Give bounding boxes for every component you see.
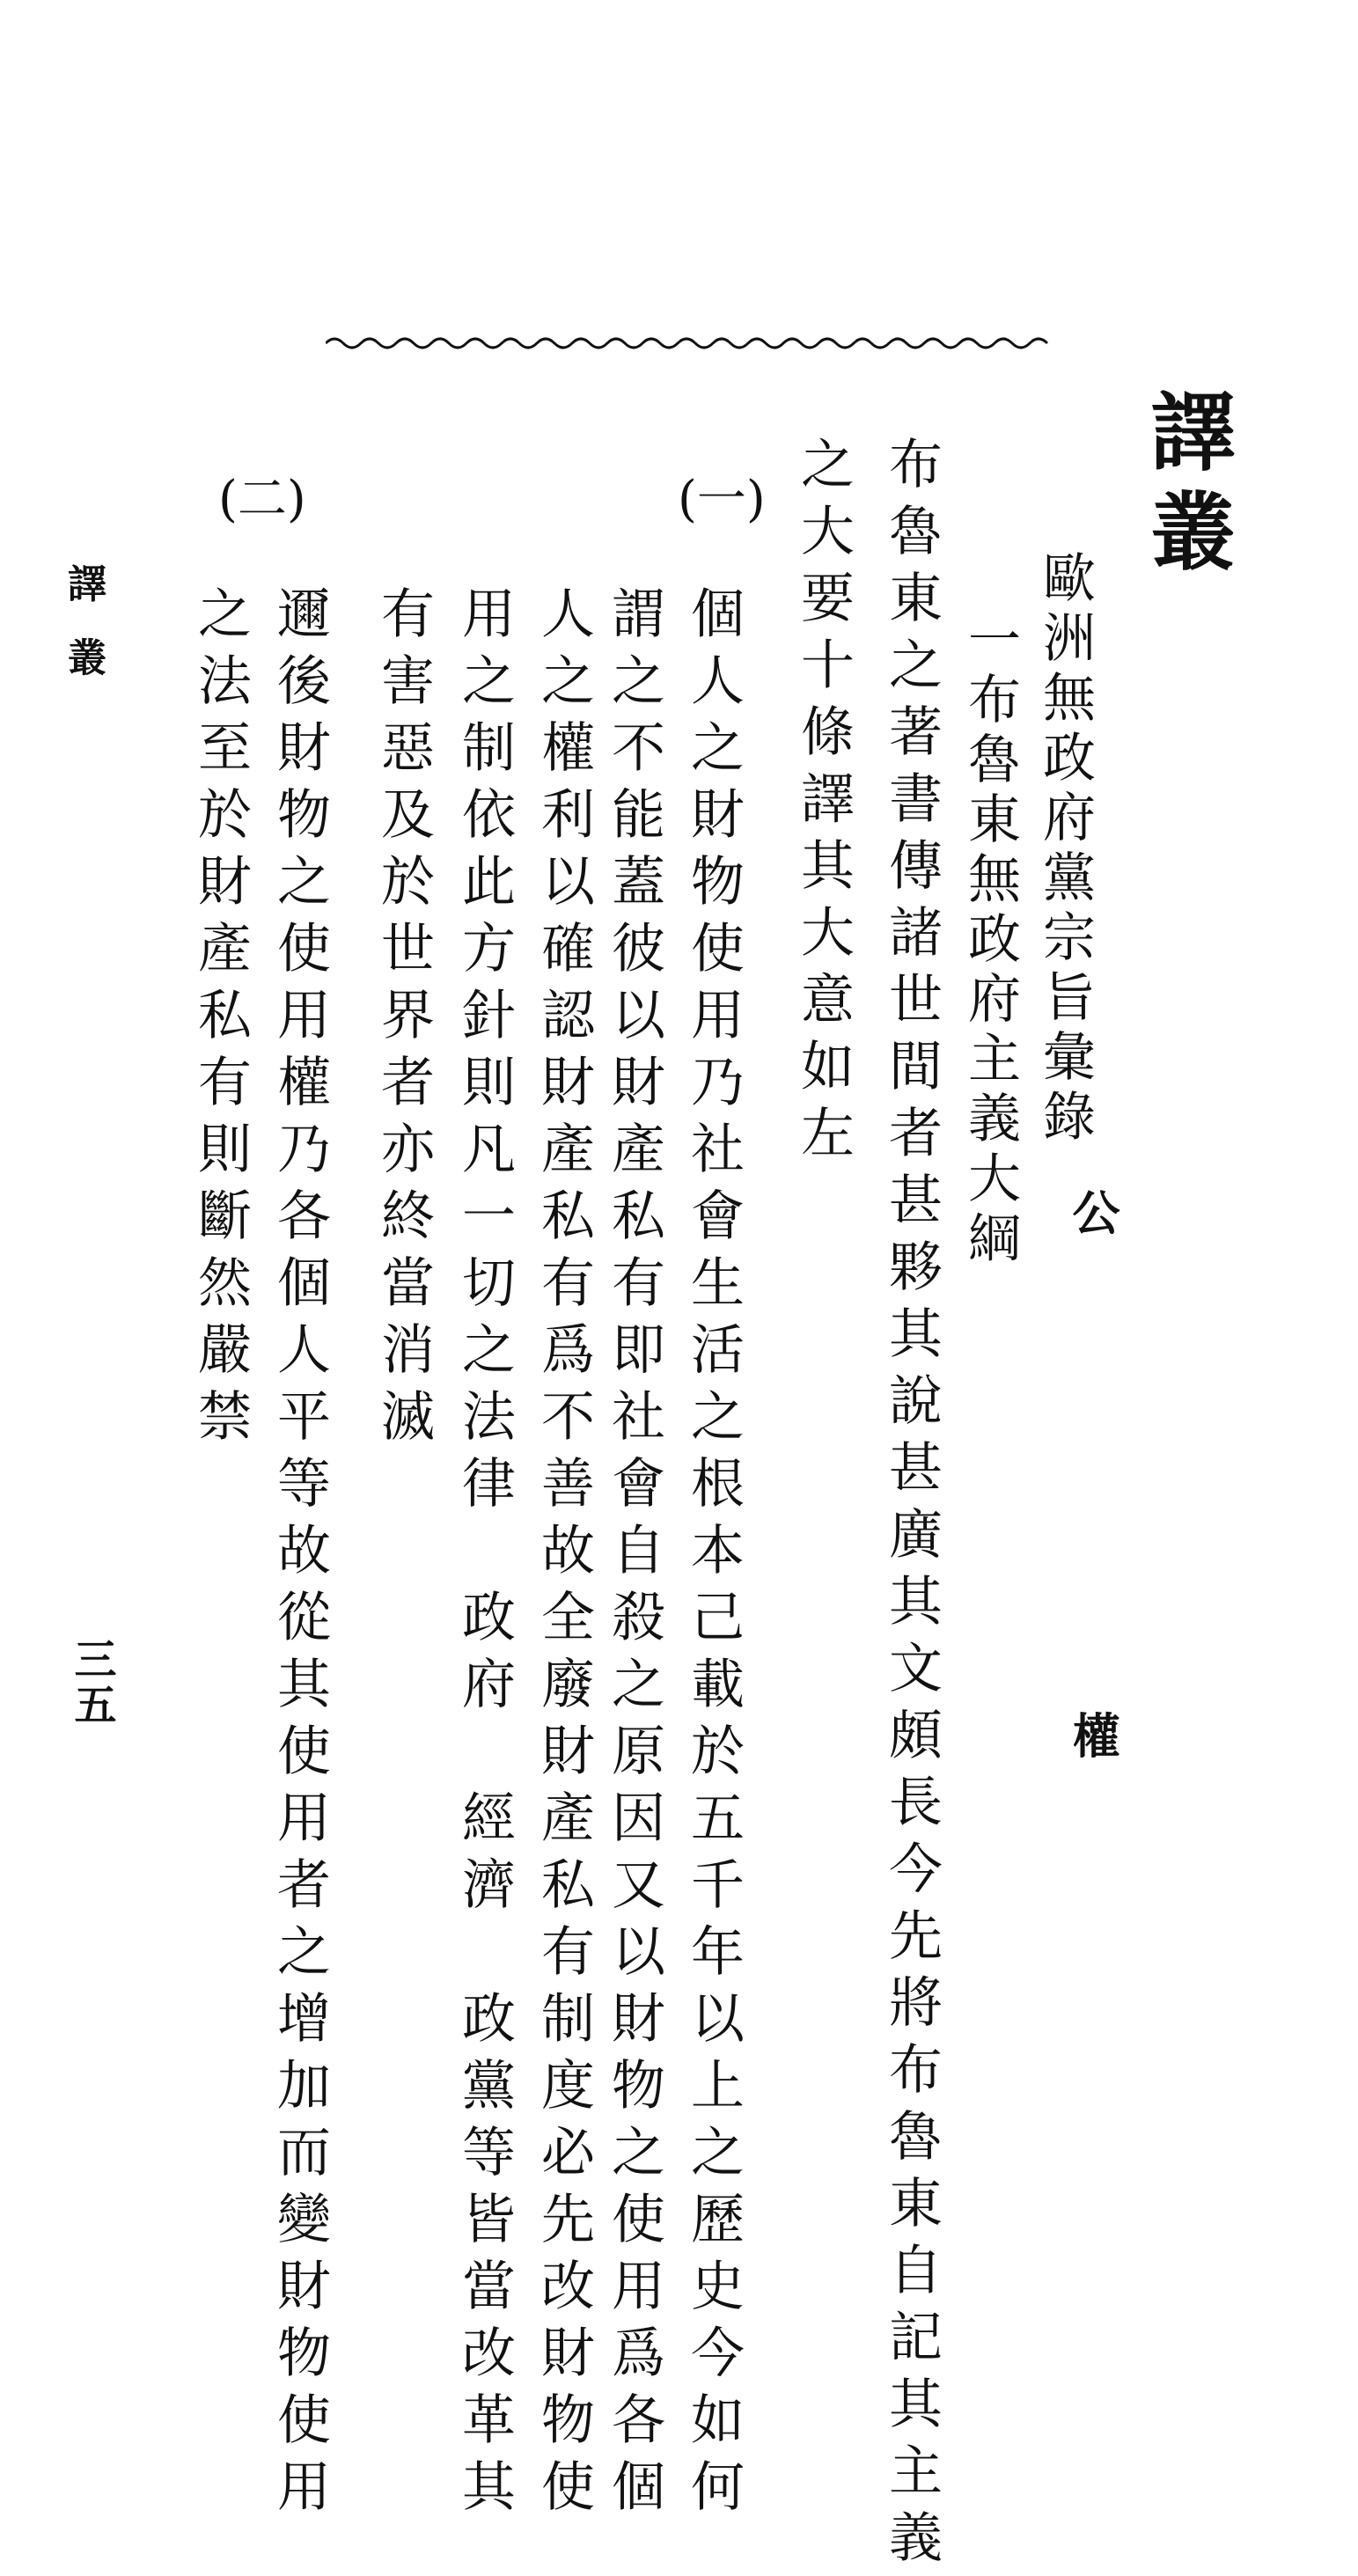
- body-line: 之法至於財產私有則斷然嚴禁: [189, 585, 252, 1455]
- body-line: 邇後財物之使用權乃各個人平等故從其使用者之增加而變財物使用: [268, 585, 331, 2525]
- body-line: 之大要十條譯其大意如左: [792, 436, 855, 1171]
- running-head: 譯叢: [61, 563, 106, 711]
- body-line: 人之權利以確認財產私有爲不善故全廢財產私有制度必先改財物使: [532, 585, 595, 2525]
- author-name: 公權: [1065, 1188, 1121, 2234]
- body-line: 有害惡及於世界者亦終當消滅: [372, 585, 435, 1455]
- item-label-2: (二): [218, 471, 306, 528]
- item-label-1: (一): [678, 471, 766, 528]
- body-line: 布魯東之著書傳諸世間者甚夥其說甚廣其文頗長今先將布魯東自記其主義: [880, 436, 943, 2576]
- body-line: 用之制依此方針則凡一切之法律 政府 經濟 政黨等皆當改革其: [453, 585, 516, 2525]
- section-title: 譯叢: [1137, 387, 1237, 588]
- body-line: 謂之不能蓋彼以財產私有即社會自殺之原因又以財物之使用爲各個: [603, 585, 665, 2525]
- wavy-rule: [326, 330, 1056, 356]
- article-subtitle: 一布魯東無政府主義大綱: [959, 612, 1021, 1270]
- article-title: 歐洲無政府黨宗旨彙錄: [1034, 550, 1096, 1149]
- body-line: 個人之財物使用乃社會生活之根本己載於五千年以上之歷史今如何: [682, 585, 745, 2525]
- page-number: 三五: [67, 1637, 116, 1728]
